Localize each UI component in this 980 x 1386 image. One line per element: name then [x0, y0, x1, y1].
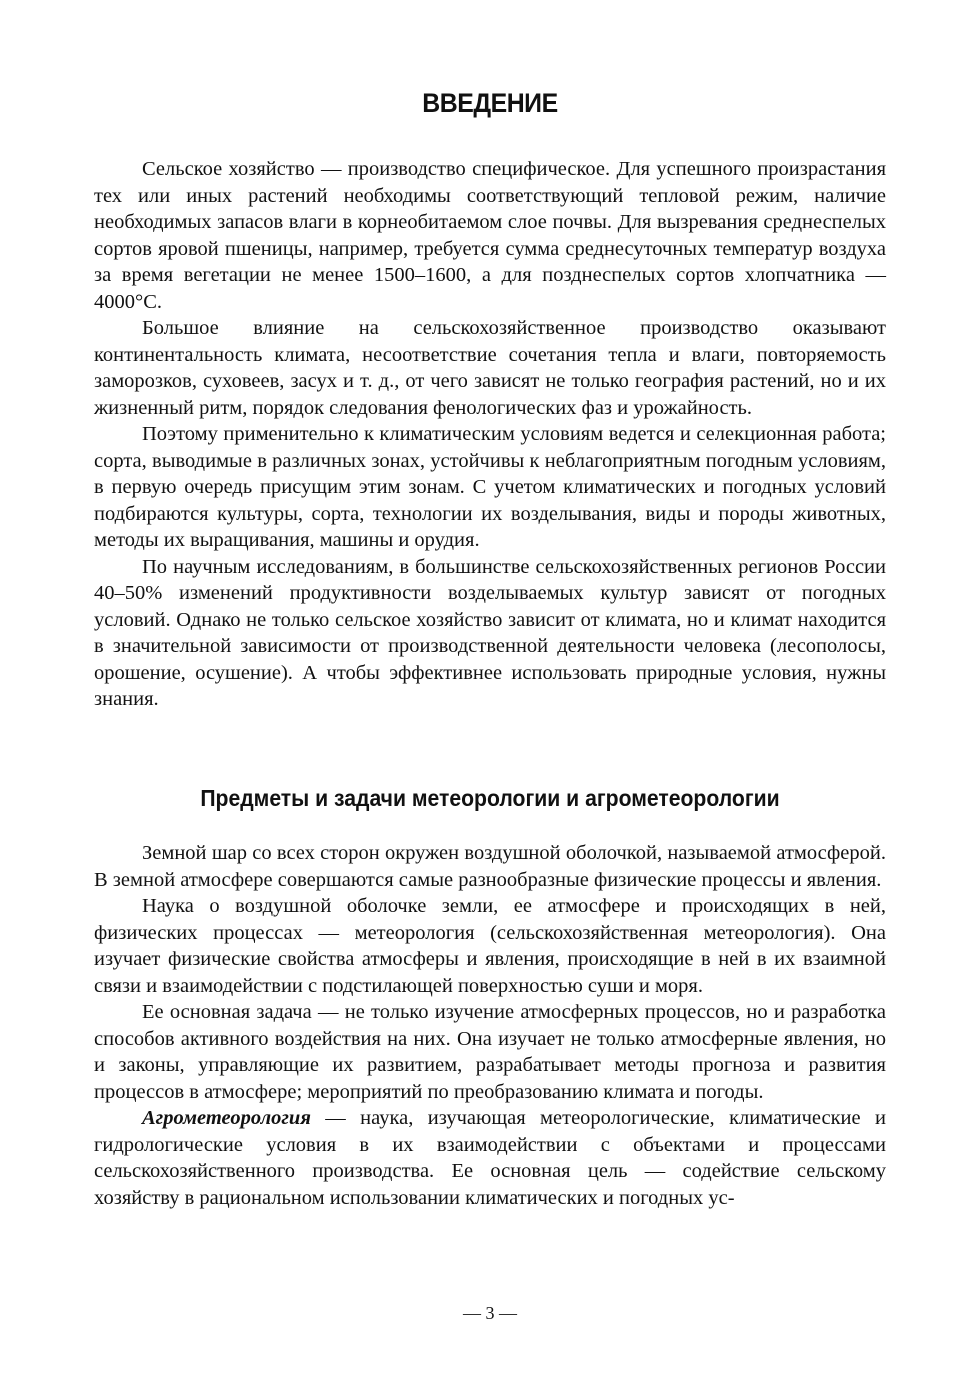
paragraph: Наука о воздушной оболочке земли, ее атмосфере и происходящих в ней, физических процессах — метеорология (сельскохозяйственная метеорология). Она изучает физические свойства атмосферы и явления, происходящие в ней в их взаимной связи и взаимодействии с подстилающей поверхностью суши и моря.	[94, 895, 886, 997]
section-title: Предметы и задачи метеорологии и агрометеорологии	[200, 785, 780, 811]
intro-text	[94, 156, 886, 713]
term-agrometeorology: Агрометеорология	[142, 1107, 311, 1129]
page-number: — 3 —	[463, 1303, 517, 1323]
paragraph-text: — наука, изучающая метеорологические, климатические и гидрологические условия в их взаимодействии с объектами и процессами сельскохозяйственного производства. Ее основная цель — содействие сельскому хозяйству в рациональном использовании климатических и погодных ус-	[94, 1107, 886, 1209]
section-text	[94, 840, 886, 1211]
paragraph: Сельское хозяйство — производство специфическое. Для успешного произрастания тех или иных растений необходимы соответствующий тепловой режим, наличие необходимых запасов влаги в корнеобитаемом слое почвы. Для вызревания среднеспелых сортов яровой пшеницы, например, требуется сумма среднесуточных температур воздуха за время вегетации не менее 1500–1600, а для позднеспелых сортов хлопчатника — 4000°С.	[94, 158, 886, 313]
paragraph: Большое влияние на сельскохозяйственное производство оказывают континентальность климата, несоответствие сочетания тепла и влаги, повторяемость заморозков, суховеев, засух и т. д., от чего зависят не только география растений, но и их жизненный ритм, порядок следования фенологических фаз и урожайность.	[94, 317, 886, 419]
paragraph: По научным исследованиям, в большинстве сельскохозяйственных регионов России 40–50% изменений продуктивности возделываемых культур зависят от погодных условий. Однако не только сельское хозяйство зависит от климата, но и климат находится в значительной зависимости от производственной деятельности человека (лесополосы, орошение, осушение). А чтобы эффективнее использовать природные условия, нужны знания.	[94, 555, 886, 710]
paragraph: Поэтому применительно к климатическим условиям ведется и селекционная работа; сорта, выводимые в различных зонах, устойчивы к неблагоприятным погодным условиям, в первую очередь присущим этим зонам. С учетом климатических и погодных условий подбираются культуры, сорта, технологии их возделывания, виды и породы животных, методы их выращивания, машины и орудия.	[94, 423, 886, 551]
paragraph: Ее основная задача — не только изучение атмосферных процессов, но и разработка способов активного воздействия на них. Она изучает не только атмосферные явления, но и законы, управляющие их развитием, разрабатывает методы прогноза и развития процессов в атмосфере; мероприятий по преобразованию климата и погоды.	[94, 1001, 886, 1103]
paragraph-agrometeorology	[94, 1105, 886, 1211]
paragraph: Земной шар со всех сторон окружен воздушной оболочкой, называемой атмосферой. В земной атмосфере совершаются самые разнообразные физические процессы и явления.	[94, 842, 886, 891]
page-title: ВВЕДЕНИЕ	[422, 88, 558, 118]
